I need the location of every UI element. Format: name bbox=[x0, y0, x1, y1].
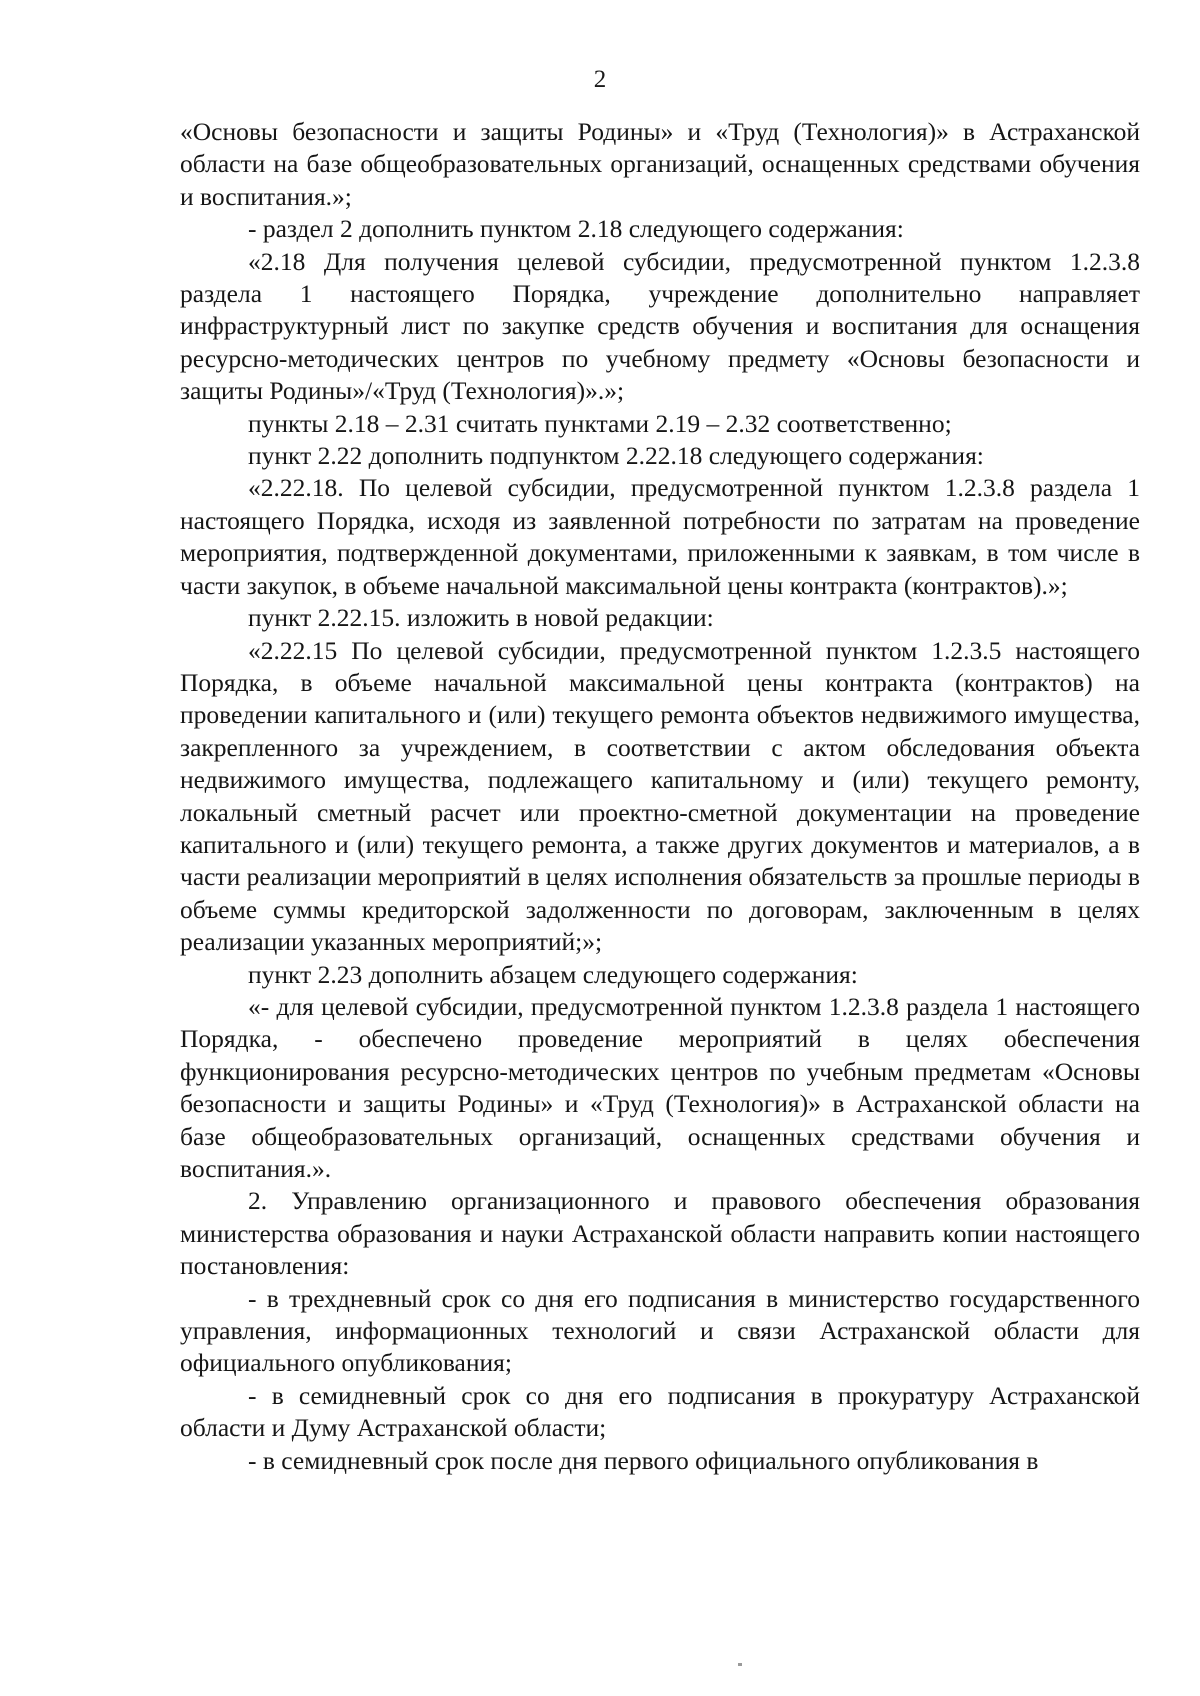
paragraph-item-2-18: «2.18 Для получения целевой субсидии, предусмотренной пунктом 1.2.3.8 раздела 1 настоящего Порядка, учреждение дополнительно направляет инфраструктурный лист по закупке средств обучения и воспитания для оснащения ресурсно-методических центров по учебному предмету «Основы безопасности и защиты Родины»/«Труд (Технология)».»; bbox=[180, 246, 1140, 406]
paragraph-renumbering: пункты 2.18 – 2.31 считать пунктами 2.19 – 2.32 соответственно; bbox=[248, 408, 952, 438]
paragraph-clause-2-bullet-1: - в трехдневный срок со дня его подписания в министерство государственного управления, информационных технологий и связи Астраханской области для официального опубликования; bbox=[180, 1283, 1140, 1378]
paragraph-continuation: «Основы безопасности и защиты Родины» и «Труд (Технология)» в Астраханской области на базе общеобразовательных организаций, оснащенных средствами обучения и воспитания.»; bbox=[180, 117, 1140, 211]
document-body bbox=[180, 116, 1140, 1477]
paragraph-clause-2: 2. Управлению организационного и правового обеспечения образования министерства образования и науки Астраханской области направить копии настоящего постановления: bbox=[180, 1186, 1140, 1281]
paragraph-clause-2-bullet-2: - в семидневный срок со дня его подписания в прокуратуру Астраханской области и Думу Астраханской области; bbox=[180, 1380, 1140, 1443]
paragraph-section-2-addition: - раздел 2 дополнить пунктом 2.18 следующего содержания: bbox=[248, 214, 904, 244]
paragraph-item-2-22-15: «2.22.15 По целевой субсидии, предусмотренной пунктом 1.2.3.5 настоящего Порядка, в объеме начальной максимальной цены контракта (контрактов) на проведении капитального и (или) текущего ремонта объектов недвижимого имущества, закрепленного за учреждением, в соответствии с актом обследования объекта недвижимого имущества, подлежащего капитальному и (или) текущего ремонту, локальный сметный расчет или проектно-сметной документации на проведение капитального и (или) текущего ремонта, а также других документов и материалов, а в части реализации мероприятий в целях исполнения обязательств за прошлые периоды в объеме суммы кредиторской задолженности по договорам, заключенным в целях реализации указанных мероприятий;»; bbox=[180, 635, 1140, 957]
scan-artifact bbox=[738, 1663, 742, 1666]
paragraph-item-2-22-addition: пункт 2.22 дополнить подпунктом 2.22.18 следующего содержания: bbox=[248, 441, 984, 471]
paragraph-item-2-22-18: «2.22.18. По целевой субсидии, предусмотренной пунктом 1.2.3.8 раздела 1 настоящего Порядка, исходя из заявленной потребности по затратам на проведение мероприятия, подтвержденной документами, приложенными к заявкам, в том числе в части закупок, в объеме начальной максимальной цены контракта (контрактов).»; bbox=[180, 473, 1140, 600]
paragraph-item-2-22-15-intro: пункт 2.22.15. изложить в новой редакции: bbox=[248, 603, 714, 633]
paragraph-item-2-23-addition: пункт 2.23 дополнить абзацем следующего содержания: bbox=[248, 959, 858, 989]
page-number: 2 bbox=[593, 66, 607, 93]
paragraph-clause-2-bullet-3: - в семидневный срок после дня первого официального опубликования в bbox=[248, 1445, 1039, 1475]
paragraph-item-2-23-text: «- для целевой субсидии, предусмотренной пунктом 1.2.3.8 раздела 1 настоящего Порядка, - обеспечено проведение мероприятий в целях обеспечения функционирования ресурсно-методических центров по учебным предметам «Основы безопасности и защиты Родины» и «Труд (Технология)» в Астраханской области на базе общеобразовательных организаций, оснащенных средствами обучения и воспитания.». bbox=[180, 991, 1140, 1183]
